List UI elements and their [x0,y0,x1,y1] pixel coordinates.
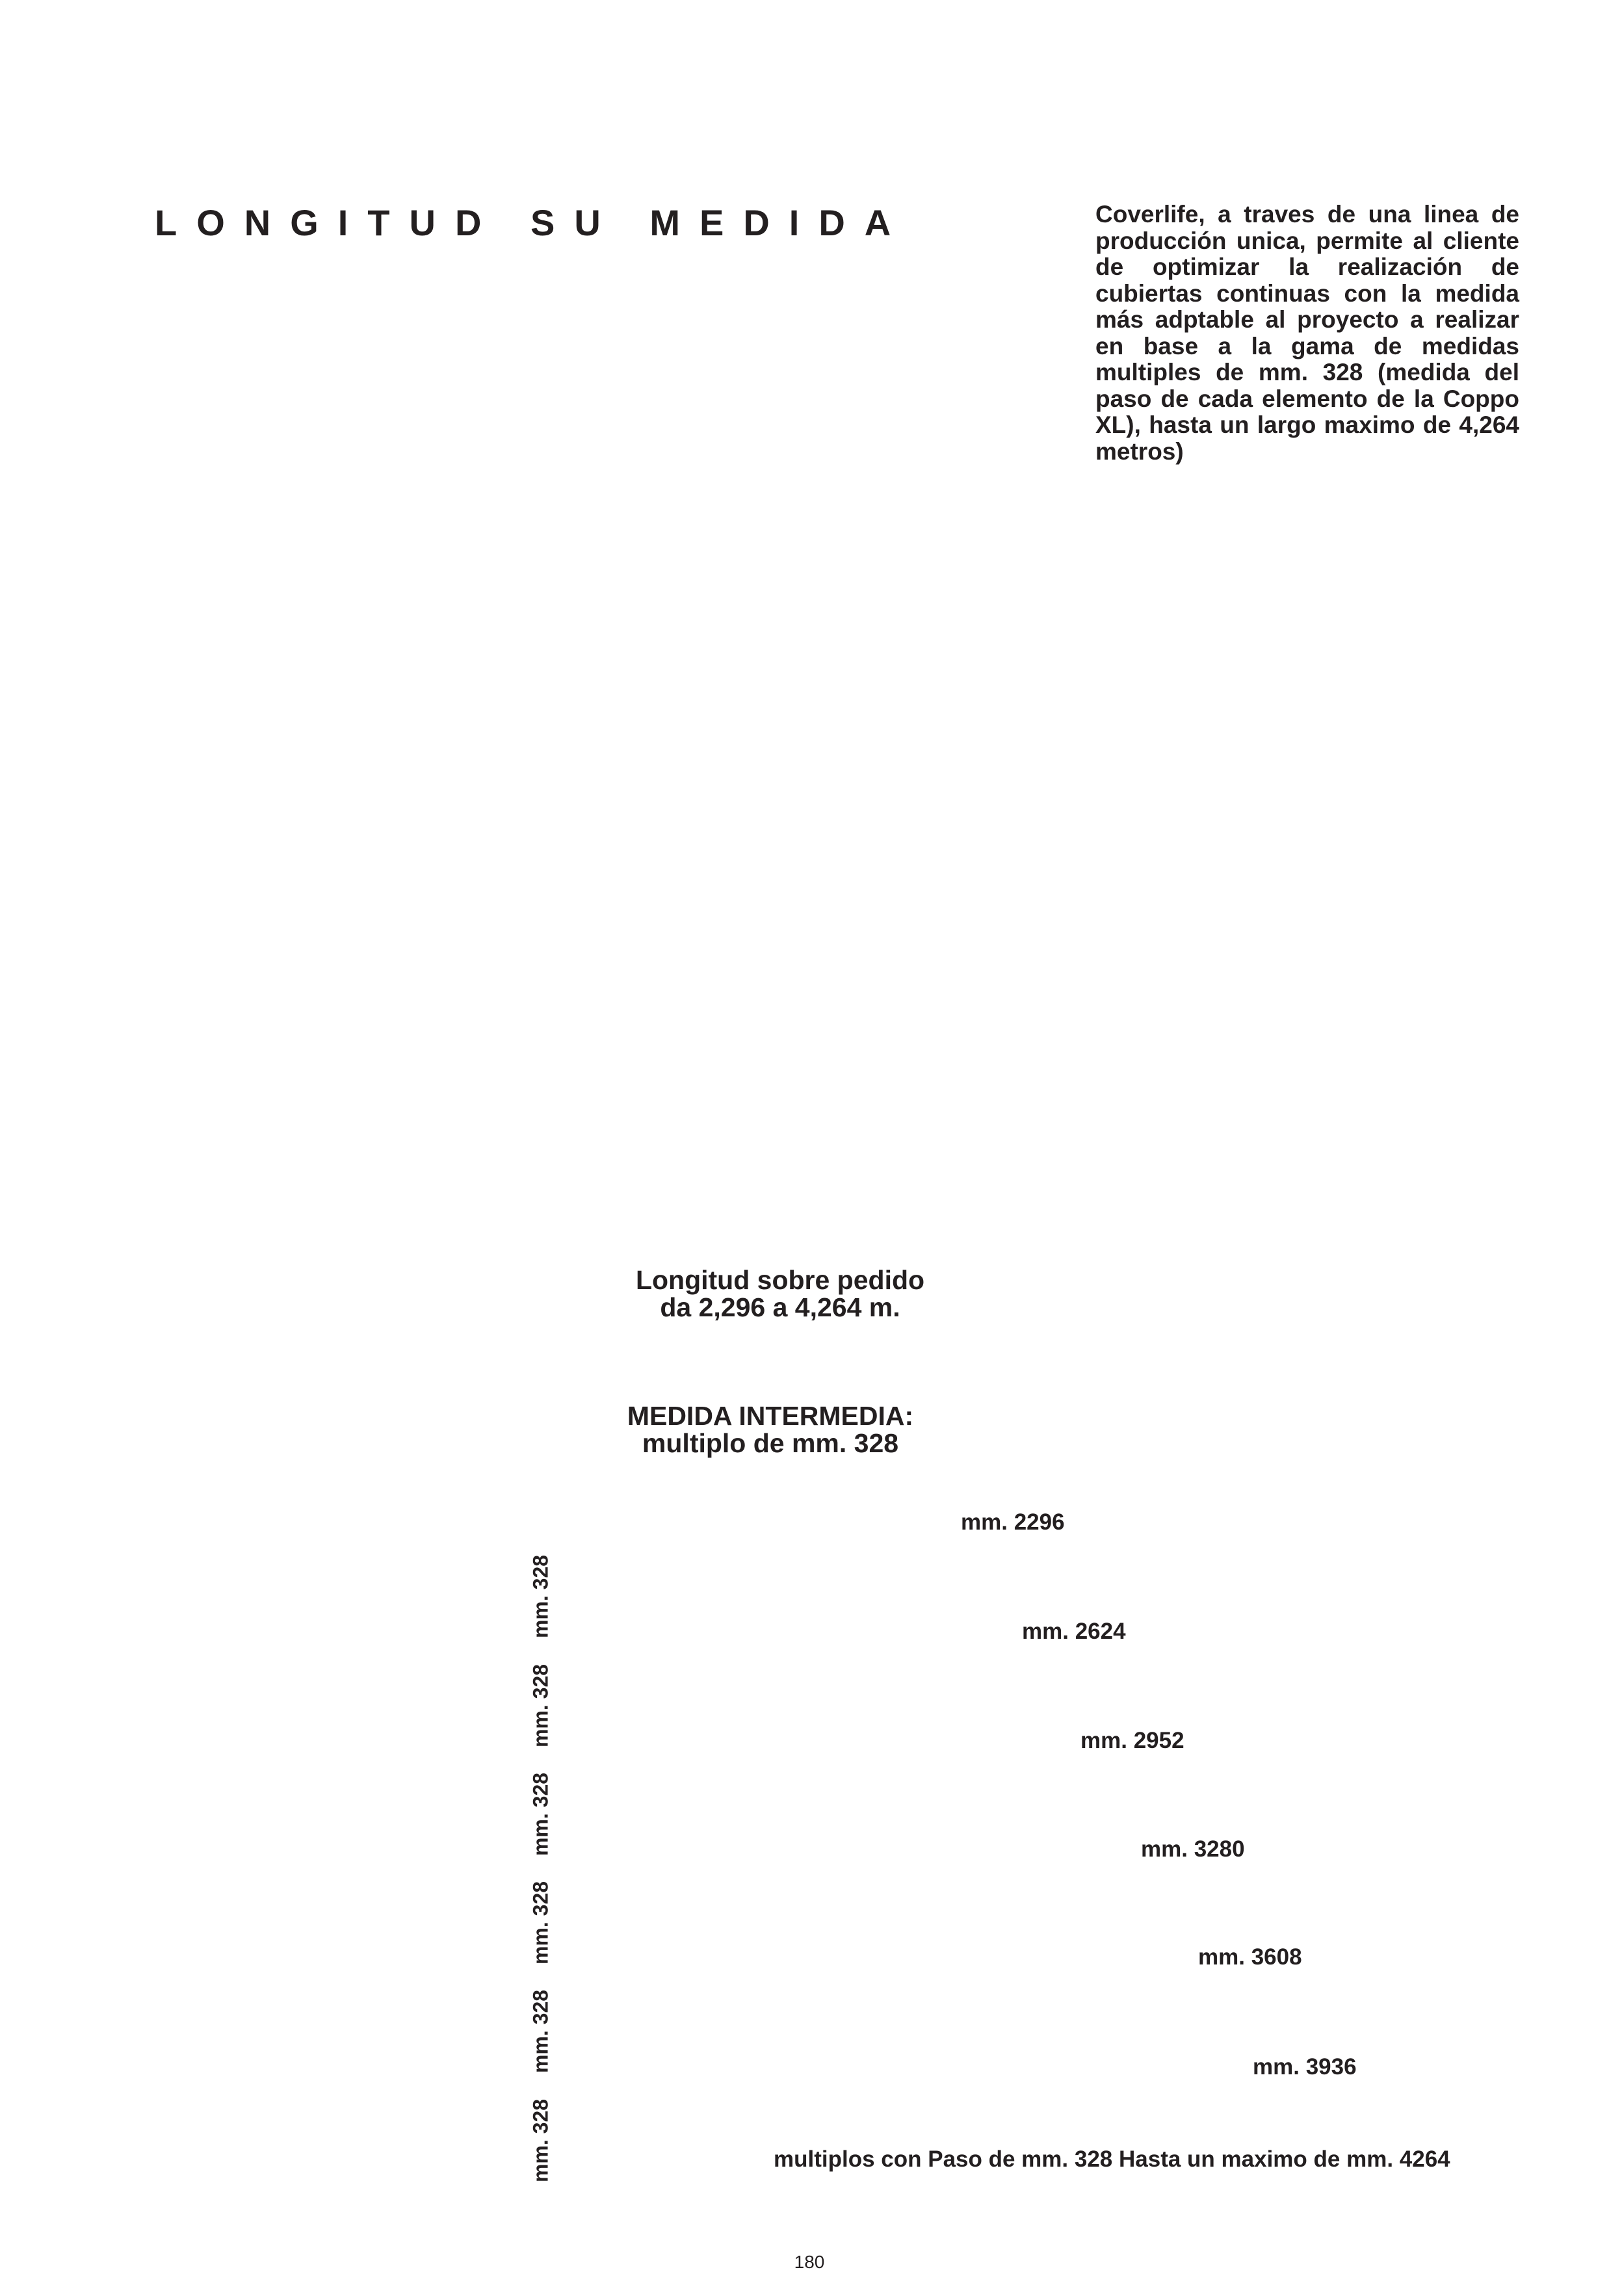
size-label-2952: mm. 2952 [1080,1728,1184,1753]
size-label-3608: mm. 3608 [1198,1944,1302,1970]
intro-paragraph: Coverlife, a traves de una linea de producción unica, permite al cliente de optimizar la realización de cubiertas continuas con la medida más adptable al proyecto a realizar en base a la gama de medidas multiples de mm. 328 (medida del paso de cada elemento de la Coppo XL), hasta un largo maximo de 4,264 metros) [1095,201,1519,465]
step-label-6: mm. 328 [529,2098,553,2183]
order-length-line-2: da 2,296 a 4,264 m. [660,1292,900,1322]
step-label-4: mm. 328 [529,1881,553,1965]
order-length-heading [533,1266,1027,1321]
size-label-2624: mm. 2624 [1022,1619,1126,1644]
size-label-3280: mm. 3280 [1141,1836,1245,1862]
size-label-3936: mm. 3936 [1253,2054,1357,2080]
order-length-line-1: Longitud sobre pedido [635,1265,925,1295]
step-label-1: mm. 328 [529,1554,553,1639]
step-label-3: mm. 328 [529,1772,553,1857]
step-label-2: mm. 328 [529,1663,553,1748]
intermediate-heading [523,1402,1017,1457]
size-label-2296: mm. 2296 [961,1509,1065,1535]
size-label-max: multiplos con Paso de mm. 328 Hasta un maximo de mm. 4264 [774,2146,1450,2172]
page-number: 180 [794,2252,825,2272]
intermediate-line-1: MEDIDA INTERMEDIA: [627,1401,914,1431]
step-label-5: mm. 328 [529,1989,553,2074]
intermediate-line-2: multiplo de mm. 328 [642,1428,899,1458]
page-title: LONGITUD SU MEDIDA [155,202,911,243]
